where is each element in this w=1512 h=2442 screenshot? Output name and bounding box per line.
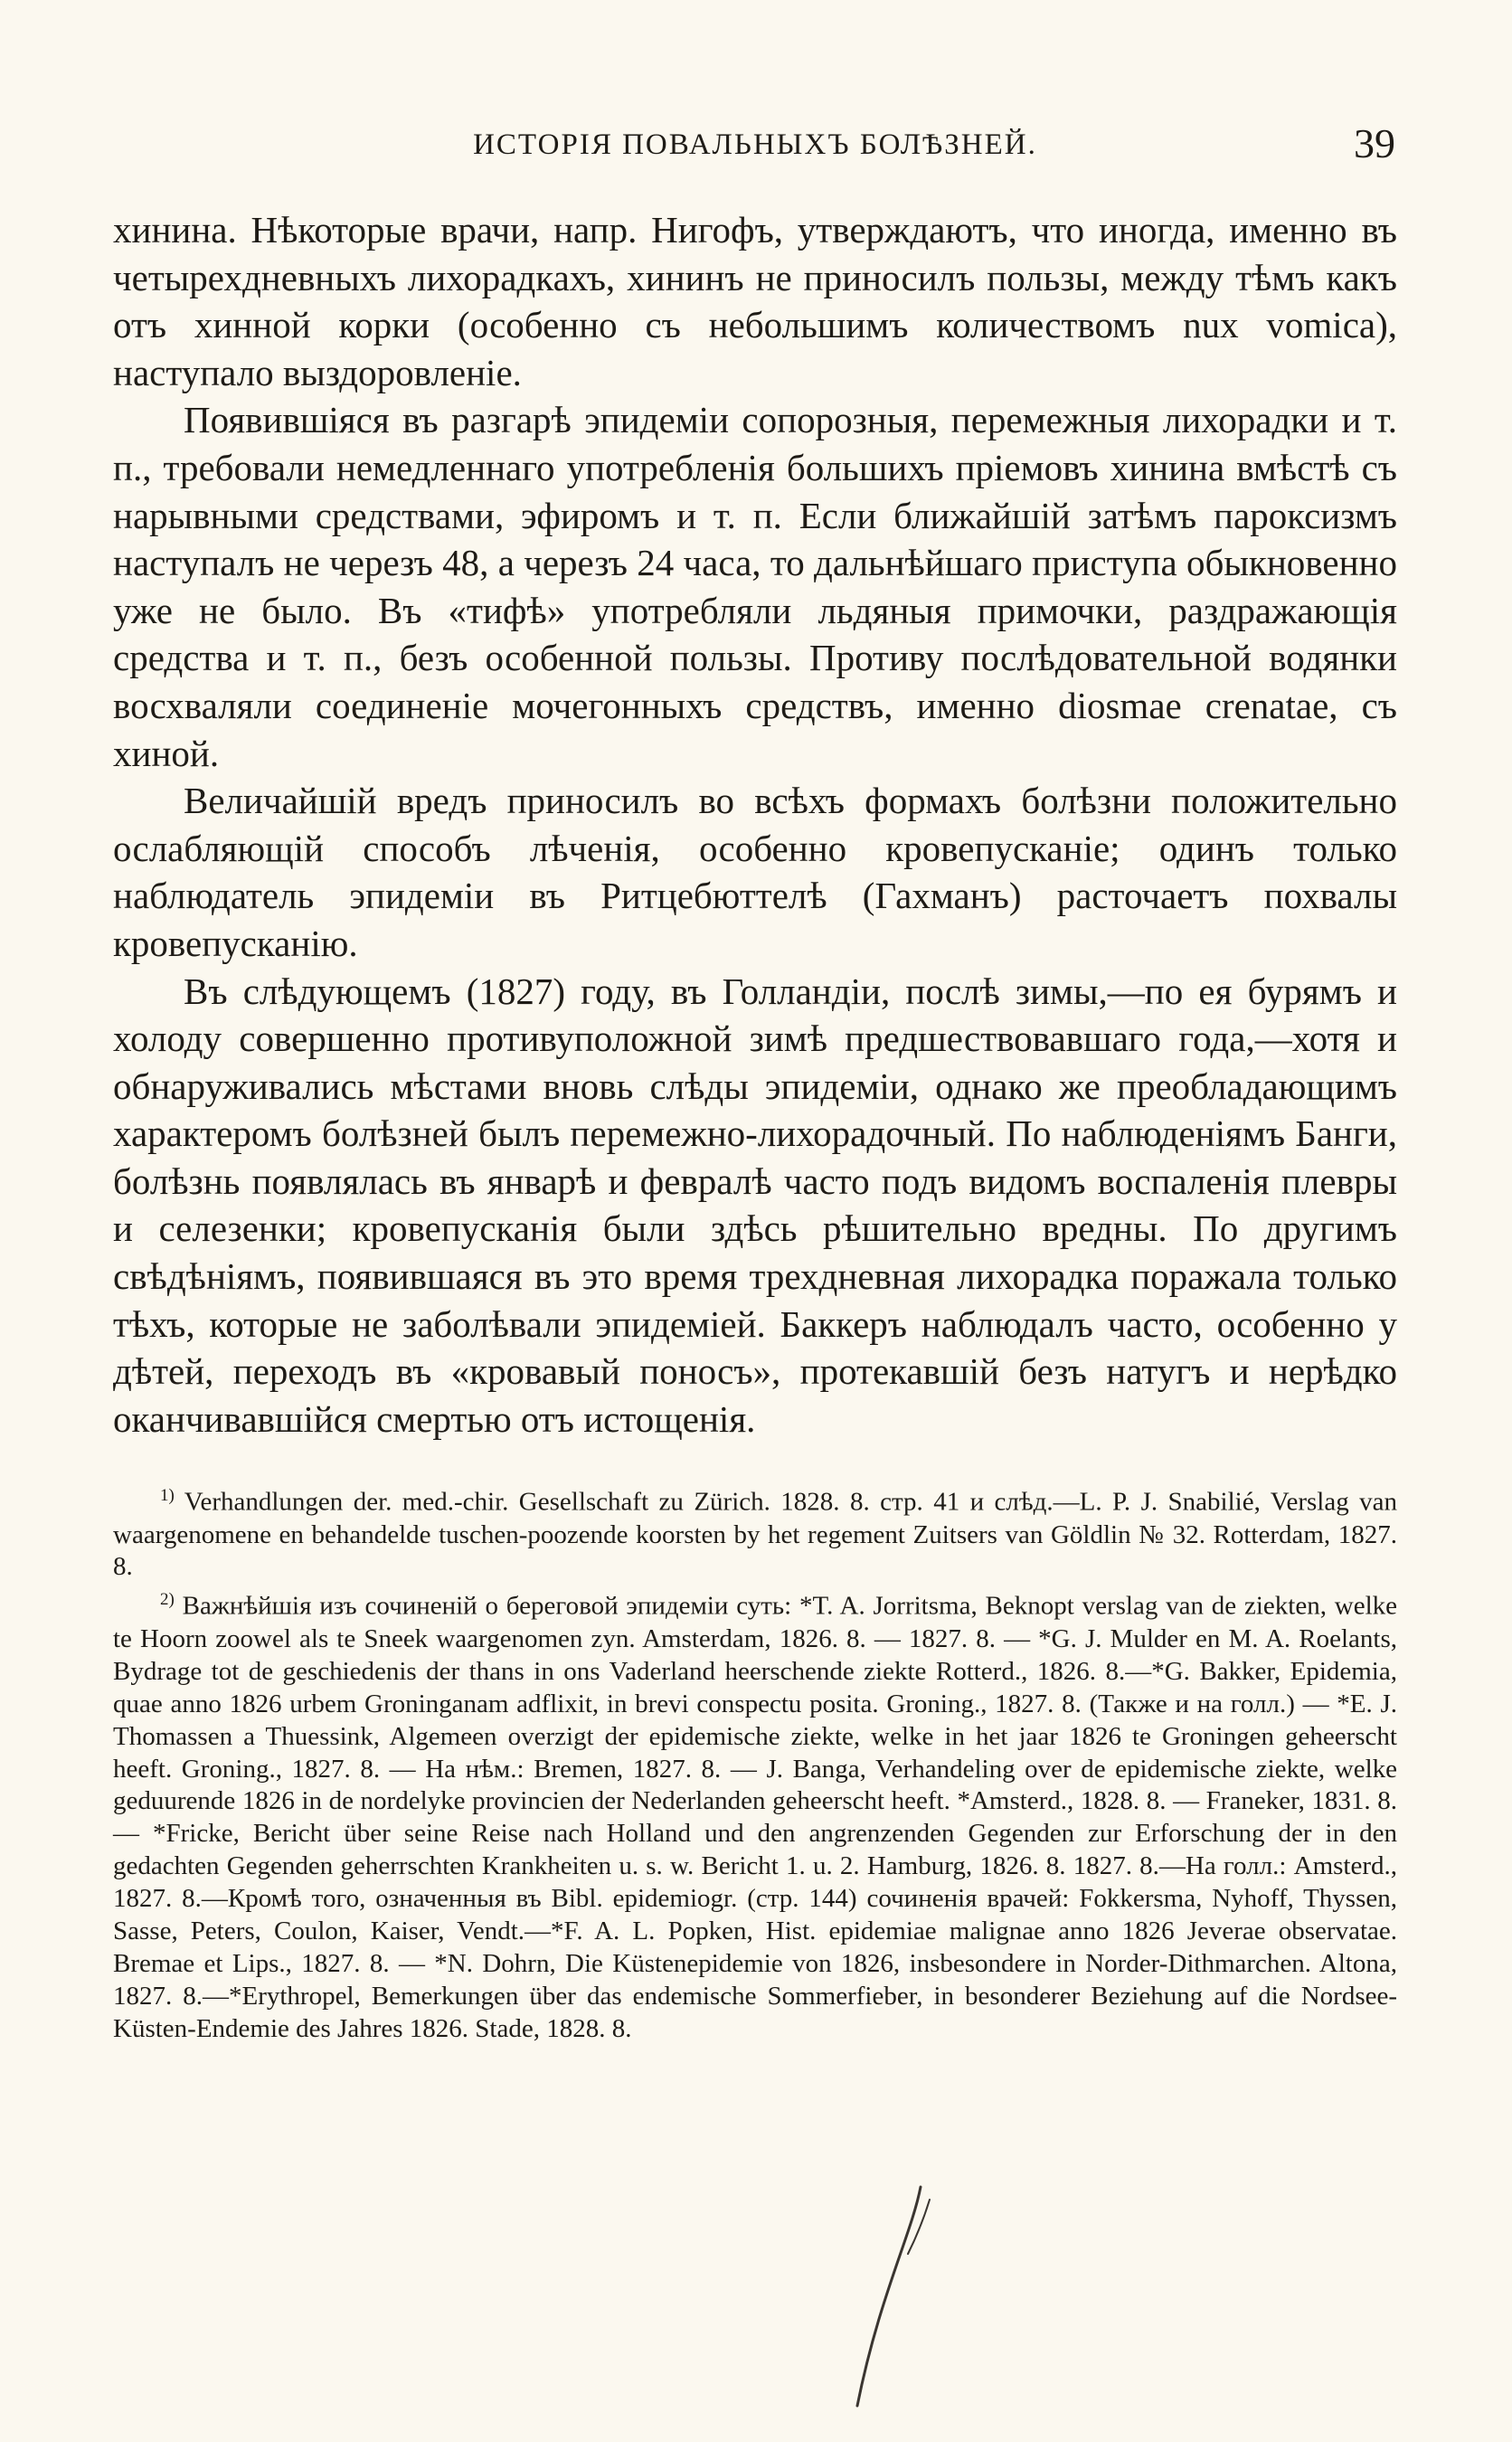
footnote-text: Важнѣйшія изъ сочиненій о береговой эпидеміи суть: *T. A. Jorritsma, Beknopt verslag van de ziekten, welke te Hoorn zoowel als te Sneek waargenomen zyn. Amsterdam, 1826. 8. — 1827. 8. — *G. J. Mulder en M. A. Roelants, Bydrage tot de geschiedenis der thans in ons Vaderland heerschende ziekte Rotterd., 1826. 8.—*G. Bakker, Epidemia, quae anno 1826 urbem Groninganam adflixit, in brevi conspectu posita. Groning., 1827. 8. (Также и на голл.) — *E. J. Thomassen a Thuessink, Algemeen overzigt der epidemische ziekte, welke in het jaar 1826 te Groningen geheerscht heeft. Groning., 1827. 8. — На нѣм.: Bremen, 1827. 8. — J. Banga, Verhandeling over de epidemische ziekte, welke geduurende 1826 in de nordelyke provincien der Nederlanden geheerscht heeft. *Amsterd., 1828. 8. — Franeker, 1831. 8. — *Fricke, Bericht über seine Reise nach Holland und den angrenzenden Gegenden zur Erforschung der in den gedachten Gegenden geherrschten Krankheiten u. s. w. Bericht 1. u. 2. Hamburg, 1826. 8. 1827. 8.—На голл.: Amsterd., 1827. 8.—Кромѣ того, означенныя въ Bibl. epidemiogr. (стр. 144) сочиненія врачей: Fokkersma, Nyhoff, Thyssen, Sasse, Peters, Coulon, Kaiser, Vendt.—*F. A. L. Popken, Hist. epidemiae malignae anno 1826 Jeverae observatae. Bremae et Lips., 1827. 8. — *N. Dohrn, Die Küstenepidemie von 1826, insbesondere in Norder-Dithmarchen. Altona, 1827. 8.—*Erythropel, Bemerkungen über das endemische Sommerfieber, in besonderer Beziehung auf die Nordsee-Küsten-Endemie des Jahres 1826. Stade, 1828. 8. [113,1592,1397,2043]
footnote [113,1584,1397,2045]
footnote-mark: 2) [160,1590,175,1610]
paragraph: хинина. Нѣкоторые врачи, напр. Нигофъ, утверждаютъ, что иногда, именно въ четырехдневныхъ лихорадкахъ, хининъ не приносилъ пользы, между тѣмъ какъ отъ хинной корки (особенно съ небольшимъ количествомъ nux vomica), наступало выздоровленіе. [113,209,1397,393]
paragraph: Величайшій вредъ приносилъ во всѣхъ формахъ болѣзни положительно ослабляющій способъ лѣченія, особенно кровепусканіе; одинъ только наблюдатель эпидеміи въ Ритцебюттелѣ (Гахманъ) расточаетъ похвалы кровепусканію. [113,780,1397,964]
page-header [113,119,1397,174]
footnotes [113,1480,1397,2046]
footnote [113,1480,1397,1584]
footnote-mark: 1) [160,1486,175,1505]
running-title: ИСТОРІЯ ПОВАЛЬНЫХЪ БОЛѢЗНЕЙ. [473,128,1037,161]
pen-stroke-mark [814,2180,959,2415]
footnote-text: Verhandlungen der. med.-chir. Gesellschaft zu Zürich. 1828. 8. стр. 41 и слѣд.—L. P. J. Snabilié, Verslag van waargenomene en behandelde tuschen-poozende koorsten by het regement Zuitsers van Göldlin № 32. Rotterdam, 1827. 8. [113,1487,1397,1582]
page-number: 39 [1354,120,1395,166]
paragraph: Въ слѣдующемъ (1827) году, въ Голландіи, послѣ зимы,—по ея бурямъ и холоду совершенно противуположной зимѣ предшествовавшаго года,—хотя и обнаруживались мѣстами вновь слѣды эпидеміи, однако же преобладающимъ характеромъ болѣзней былъ перемежно-лихорадочный. По наблюденіямъ Банги, болѣзнь появлялась въ январѣ и февралѣ часто подъ видомъ воспаленія плевры и селезенки; кровепусканія были здѣсь рѣшительно вредны. По другимъ свѣдѣніямъ, появившаяся въ это время трехдневная лихорадка поражала только тѣхъ, которые не заболѣвали эпидеміей. Баккеръ наблюдалъ часто, особенно у дѣтей, переходъ въ «кровавый поносъ», протекавшій безъ натугъ и нерѣдко оканчивавшійся смертью отъ истощенія. [113,970,1397,1440]
body-text [113,206,1397,1443]
paragraph: Появившіяся въ разгарѣ эпидеміи сопорозныя, перемежныя лихорадки и т. п., требовали немедленнаго употребленія большихъ пріемовъ хинина вмѣстѣ съ нарывными средствами, эфиромъ и т. п. Если ближайшій затѣмъ пароксизмъ наступалъ не черезъ 48, а черезъ 24 часа, то дальнѣйшаго приступа обыкновенно уже не было. Въ «тифѣ» употребляли льдяныя примочки, раздражающія средства и т. п., безъ особенной пользы. Противу послѣдовательной водянки восхваляли соединеніе мочегонныхъ средствъ, именно diosmae crenatae, съ хиной. [113,399,1397,774]
